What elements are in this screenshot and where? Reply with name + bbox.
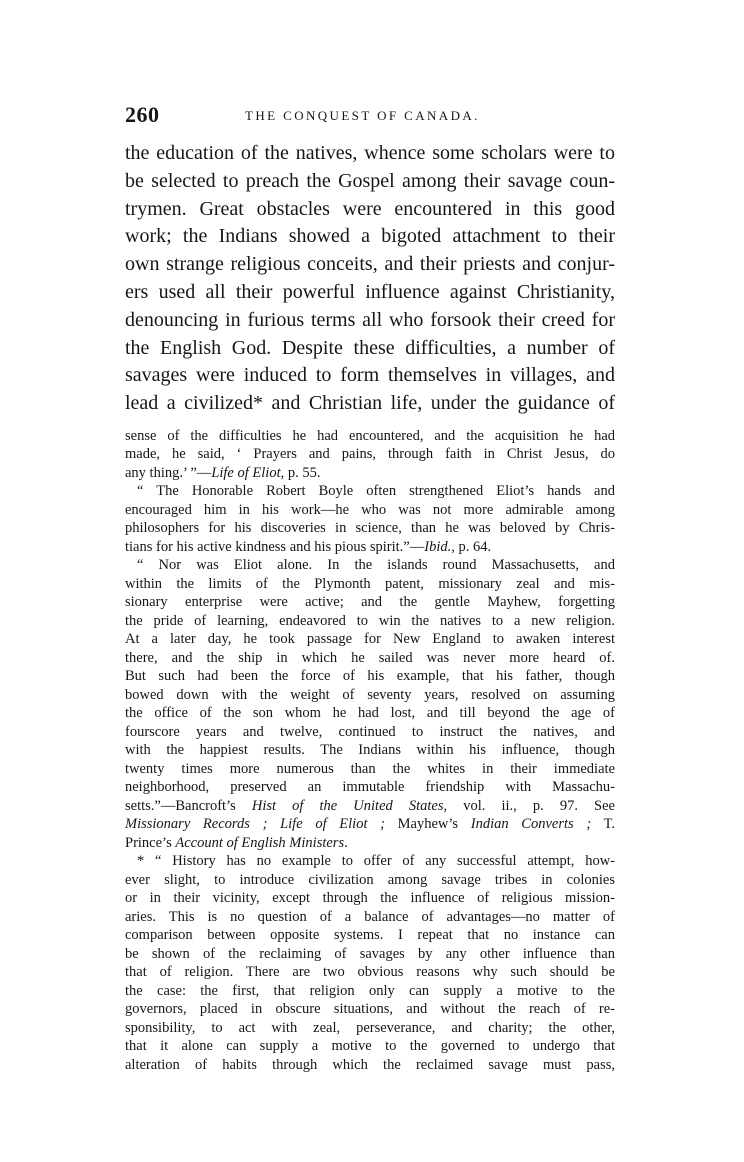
body-line: ers used all their powerful influence against Christianity, [125, 280, 615, 303]
footnote-asterisk [125, 852, 615, 1074]
footnote-text: Mayhew’s [384, 816, 471, 833]
footnote-line: aries. This is no question of a balance of advantages—no matter of [125, 908, 615, 925]
running-title: THE CONQUEST OF CANADA. [245, 108, 480, 123]
footnote-line [125, 815, 615, 834]
footnote-line: that it alone can supply a motive to the governed to undergo that [125, 1038, 615, 1055]
footnote-line: philosophers for his discoveries in science, than he was beloved by Chris- [125, 520, 615, 537]
citation-title: Indian Converts ; [470, 816, 592, 833]
footnote-line: the pride of learning, endeavored to win the natives to a new religion. [125, 612, 615, 629]
footnote-line: comparison between opposite systems. I repeat that no instance can [125, 927, 615, 944]
footnote-line: that of religion. There are two obvious reasons why such should be [125, 964, 615, 981]
footnote-line: bowed down with the weight of seventy years, resolved on assuming [125, 686, 615, 703]
footnote-paragraph [125, 482, 615, 556]
footnote-line: there, and the ship in which he sailed was never more heard of. [125, 649, 615, 666]
footnote-line [125, 834, 615, 853]
footnote-text: T. [591, 816, 615, 833]
footnote-line: be shown of the reclaiming of savages by any other influence than [125, 945, 615, 962]
body-line: trymen. Great obstacles were encountered in this good [125, 197, 615, 220]
footnote-line: At a later day, he took passage for New England to awaken interest [125, 631, 615, 648]
footnote-line [125, 464, 615, 483]
body-line: denouncing in furious terms all who forsook their creed for [125, 308, 615, 331]
footnote-line: * “ History has no example to offer of any successful attempt, how- [137, 853, 615, 870]
footnote-line: “ Nor was Eliot alone. In the islands round Massachusetts, and [137, 557, 615, 574]
footnote-line [125, 538, 615, 557]
footnote-text: . [344, 834, 348, 851]
footnote-line: twenty times more numerous than the whites in their immediate [125, 760, 615, 777]
footnote-text: tians for his active kindness and his pious spirit.”— [125, 538, 425, 555]
citation-title: Life of Eliot [211, 464, 281, 481]
footnote-line: the office of the son whom he had lost, and till beyond the age of [125, 705, 615, 722]
footnotes [125, 427, 615, 1075]
footnote-text: setts.”—Bancroft’s [125, 797, 252, 814]
footnote-text: , p. 64. [451, 538, 492, 555]
footnote-line: encouraged him in his work—he who was not more admirable among [125, 501, 615, 518]
footnote-line: governors, placed in obscure situations, and without the reach of re- [125, 1001, 615, 1018]
running-head [125, 100, 615, 130]
body-line: be selected to preach the Gospel among their savage coun- [125, 169, 615, 192]
body-line: the education of the natives, whence some scholars were to [125, 142, 615, 164]
footnote-continuation [125, 427, 615, 483]
footnote-line [125, 797, 615, 816]
footnote-text: , vol. ii., p. 97. See [443, 797, 615, 814]
citation-title: Missionary Records ; Life of Eliot ; [125, 816, 385, 833]
footnote-line: made, he said, ‘ Prayers and pains, through faith in Christ Jesus, do [125, 446, 615, 463]
footnote-line: the case: the first, that religion only can supply a motive to the [125, 982, 615, 999]
footnote-line: sponsibility, to act with zeal, perseverance, and charity; the other, [125, 1019, 615, 1036]
book-page [125, 100, 615, 1074]
body-line: work; the Indians showed a bigoted attachment to their [125, 225, 615, 248]
footnote-line: sionary enterprise were active; and the gentle Mayhew, forgetting [125, 594, 615, 611]
footnote-paragraph [125, 556, 615, 852]
footnote-line: But such had been the force of his example, that his father, though [125, 668, 615, 685]
body-line: lead a civilized* and Christian life, under the guidance of [125, 392, 615, 415]
footnote-line: neighborhood, preserved an immutable friendship with Massachu- [125, 779, 615, 796]
footnote-line: or in their vicinity, except through the influence of religious mission- [125, 890, 615, 907]
page-number: 260 [125, 102, 160, 127]
footnote-text: Prince’s [125, 834, 176, 851]
footnote-line: ever slight, to introduce civilization among savage tribes in colonies [125, 871, 615, 888]
main-text [125, 140, 615, 418]
citation-title: Ibid. [424, 538, 452, 555]
body-line: own strange religious conceits, and their priests and conjur- [125, 253, 615, 276]
footnote-line: within the limits of the Plymonth patent, missionary zeal and mis- [125, 575, 615, 592]
footnote-line: “ The Honorable Robert Boyle often strengthened Eliot’s hands and [137, 483, 615, 500]
citation-title: Hist of the United States [251, 797, 444, 814]
footnote-line: sense of the difficulties he had encountered, and the acquisition he had [125, 427, 615, 444]
footnote-text: any thing.’ ”— [125, 464, 212, 481]
footnote-line: alteration of habits through which the reclaimed savage must pass, [125, 1056, 615, 1073]
citation-title: Account of English Ministers [175, 834, 345, 851]
body-line: the English God. Despite these difficulties, a number of [125, 336, 615, 359]
footnote-text: , p. 55. [280, 464, 321, 481]
footnote-line: fourscore years and twelve, continued to instruct the natives, and [125, 723, 615, 740]
footnote-line: with the happiest results. The Indians within his influence, though [125, 742, 615, 759]
body-line: savages were induced to form themselves in villages, and [125, 364, 615, 387]
